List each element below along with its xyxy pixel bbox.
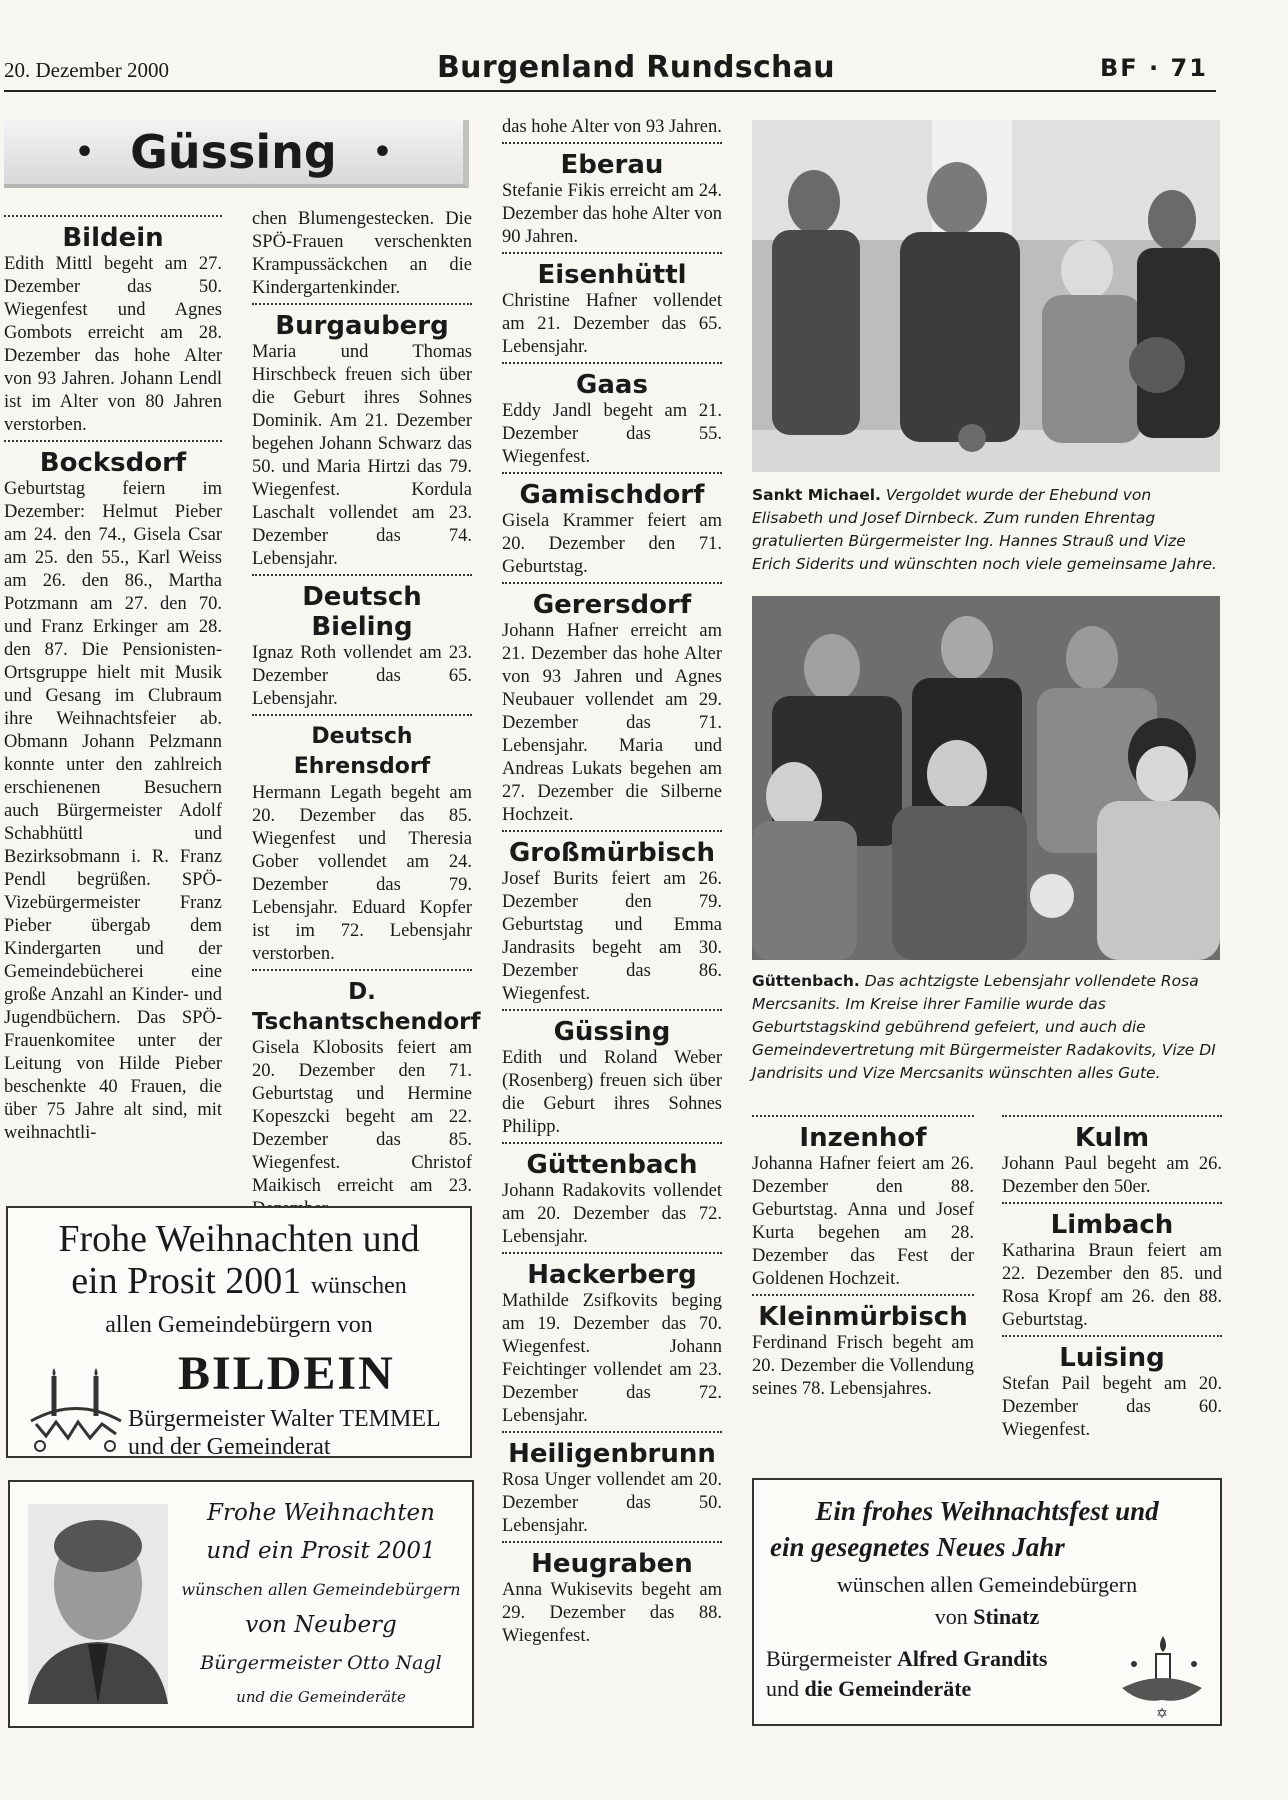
town-text: Gisela Klobosits feiert am 20. Dezember den 71. Geburtstag und Hermine Kopeszcki begeht am 22. Dezember das 85. Wiegenfest. Christof Maikisch erreicht am 23.	[252, 1038, 472, 1196]
photo-80th-birthday	[752, 596, 1220, 960]
town-text: das hohe Alter von 93 Jahren.	[502, 117, 722, 137]
ad-bildein	[6, 1206, 472, 1458]
town-text: Ignaz Roth vollendet am 23. Dezember das 65. Lebensjahr.	[252, 643, 472, 709]
town-text: Gisela Krammer feiert am 20. Dezember den 71. Geburtstag.	[502, 511, 722, 577]
town-heading: Inzenhof	[752, 1115, 974, 1153]
ad-neuberg-line2: und ein Prosit 2001	[206, 1538, 436, 1564]
column-2	[252, 208, 481, 1221]
ad-stinatz-council: die Gemeinderäte	[804, 1676, 972, 1701]
advent-candle-icon	[26, 1366, 126, 1456]
photo-80th-birthday-caption	[752, 970, 1222, 1085]
ad-stinatz-place: Stinatz	[973, 1604, 1040, 1629]
page-number: BF · 71	[1100, 54, 1208, 82]
town-heading: Limbach	[1002, 1202, 1222, 1240]
ad-bildein-line2-big: ein Prosit 2001	[71, 1260, 302, 1302]
town-heading: Güssing	[502, 1009, 722, 1047]
town-text: Edith und Roland Weber (Rosenberg) freuen sich über die Geburt ihres Sohnes Philipp.	[502, 1048, 722, 1137]
photo-80th-birthday-image	[752, 596, 1220, 960]
town-text: Stefan Pail begeht am 20. Dezember das 60. Wiegenfest.	[1002, 1374, 1222, 1440]
town-text: Katharina Braun feiert am 22. Dezember den 85. und Rosa Kropf am 26. den 88. Geburtstag.	[1002, 1241, 1222, 1330]
ad-neuberg-line4: von Neuberg	[245, 1612, 397, 1638]
column-3	[502, 116, 722, 1648]
ad-bildein-line1: Frohe Weihnachten und	[58, 1218, 420, 1260]
town-text: Rosa Unger vollendet am 20. Dezember das 50. Lebensjahr.	[502, 1470, 722, 1536]
ad-bildein-place: BILDEIN	[178, 1347, 395, 1400]
candle-wreath-icon	[1114, 1628, 1210, 1722]
town-text: Ferdinand Frisch begeht am 20. Dezember die Vollendung seines 78. Lebensjahres.	[752, 1333, 974, 1399]
ad-stinatz-line4	[754, 1604, 1220, 1630]
ad-stinatz-mayor: Alfred Grandits	[896, 1646, 1048, 1671]
town-heading: Deutsch Ehrensdorf	[252, 714, 472, 782]
town-heading: Eisenhüttl	[502, 252, 722, 290]
photo-golden-wedding	[752, 120, 1220, 472]
town-heading: Bocksdorf	[4, 440, 222, 478]
ad-stinatz	[752, 1478, 1222, 1726]
ad-stinatz-line2: ein gesegnetes Neues Jahr	[770, 1532, 1065, 1562]
town-heading: Gaas	[502, 362, 722, 400]
town-heading: Hackerberg	[502, 1252, 722, 1290]
town-text: Maria und Thomas Hirschbeck freuen sich über die Geburt ihres Sohnes Dominik. Am 21. Dezember begehen Johann Schwarz das 50. und Maria Hirtzi das 79. Wiegenfest. Kordula Laschalt vollendet am 23. Dezember das 74. Lebensjahr.	[252, 342, 472, 569]
ad-stinatz-line6-pre: und	[766, 1676, 799, 1701]
ad-neuberg-line5: Bürgermeister Otto Nagl	[200, 1652, 442, 1674]
ad-stinatz-line3: wünschen allen Gemeindebürgern	[836, 1572, 1138, 1597]
town-heading: Kleinmürbisch	[752, 1294, 974, 1332]
caption-text: Vergoldet wurde der Ehebund von Elisabeth und Josef Dirnbeck. Zum runden Ehrentag gratulierten Bürgermeister Ing. Hannes Strauß und Vize Erich Siderits und wünschten noch viele gemeinsame Jahre.	[752, 486, 1217, 573]
newspaper-title: Burgenland Rundschau	[437, 50, 835, 85]
town-text: Eddy Jandl begeht am 21. Dezember das 55. Wiegenfest.	[502, 401, 722, 467]
ad-bildein-line2	[8, 1260, 470, 1307]
ad-neuberg-line6: und die Gemeinderäte	[236, 1688, 406, 1706]
town-heading: Großmürbisch	[502, 830, 722, 868]
ad-neuberg-line3: wünschen allen Gemeindebürgern	[181, 1580, 461, 1599]
column-1	[4, 212, 222, 1145]
town-text: Mathilde Zsifkovits beging am 19. Dezember das 70. Wiegenfest. Johann Feichtinger vollendet am 23. Dezember das 72. Lebensjahr.	[502, 1291, 722, 1426]
ad-neuberg	[8, 1480, 474, 1728]
town-heading: Deutsch Bieling	[252, 574, 472, 642]
photo-golden-wedding-caption	[752, 484, 1222, 576]
town-heading: Güttenbach	[502, 1142, 722, 1180]
town-text: Josef Burits feiert am 26. Dezember den 79. Geburtstag und Emma Jandrasits begeht am 30. Dezember das 86. Wiegenfest.	[502, 869, 722, 1004]
town-text: Anna Wukisevits begeht am 29. Dezember das 88. Wiegenfest.	[502, 1580, 722, 1646]
town-text: Johann Paul begeht am 26. Dezember den 50er.	[1002, 1154, 1222, 1197]
town-heading: Burgauberg	[252, 303, 472, 341]
column-5	[1002, 1112, 1222, 1442]
header-rule	[4, 90, 1216, 92]
town-text: Johanna Hafner feiert am 26. Dezember den 88. Geburtstag. Anna und Josef Kurta begehen am 28. Dezember das Fest der Goldenen Hochzeit.	[752, 1154, 974, 1289]
issue-date: 20. Dezember 2000	[4, 58, 170, 82]
town-text: Geburtstag feiern im Dezember: Helmut Pieber am 24. den 74., Gisela Csar am 25. den 55., Karl Weiss am 26. den 86., Martha Potzmann am 27. den 70. und Franz Erkinger am 28. den 87. Die Pensionisten-Ortsgruppe hielt mit Musik und Gesang im Clubraum ihre Weihnachtsfeier ab. Obmann Johann Pelzmann konnte unter den zahlreich erschienenen Besuchern auch Bürgermeister Adolf Schabhüttl und Bezirksobmann i. R. Franz Pendl begrüßen. SPÖ-Vizebürgermeister Franz Pieber übergab dem Kindergarten und der Gemeindebücherei eine große Anzahl an Kinder- und Jugendbüchern. Das SPÖ-Frauenkomitee unter der Leitung von Hilde Pieber beschenkte 40 Frauen, die über 75 Jahre alt sind, mit weihnachtli-	[4, 479, 222, 1143]
mayor-portrait	[28, 1504, 168, 1704]
town-text: Stefanie Fikis erreicht am 24. Dezember das hohe Alter von 90 Jahren.	[502, 181, 722, 247]
ad-bildein-mayor: Bürgermeister Walter TEMMEL	[128, 1406, 441, 1432]
town-heading: Bildein	[4, 215, 222, 253]
caption-text: Das achtzigste Lebensjahr vollendete Rosa Mercsanits. Im Kreise ihrer Familie wurde das Geburtstagskind gebührend gefeiert, und auch die Gemeindevertretung mit Bürgermeister Radakovits, Vize DI Jandrisits und Vize Mercsanits wünschten alles Gute.	[752, 972, 1216, 1082]
town-heading: Kulm	[1002, 1115, 1222, 1153]
photo-golden-wedding-image	[752, 120, 1220, 472]
svg-text:✡: ✡	[1156, 1706, 1168, 1722]
ad-stinatz-line4-pre: von	[934, 1604, 968, 1629]
caption-place: Sankt Michael.	[752, 486, 881, 504]
column-4	[752, 1112, 974, 1401]
ad-stinatz-line1: Ein frohes Weihnachtsfest und	[815, 1496, 1159, 1526]
town-text: Edith Mittl begeht am 27. Dezember das 50. Wiegenfest und Agnes Gombots erreicht am 28. Dezember das hohe Alter von 93 Jahren. Johann Lendl ist im Alter von 80 Jahren verstorben.	[4, 254, 222, 435]
town-text: Johann Radakovits vollendet am 20. Dezember das 72. Lebensjahr.	[502, 1181, 722, 1247]
ad-neuberg-line1: Frohe Weihnachten	[207, 1500, 435, 1526]
town-heading: D. Tschantschendorf	[252, 969, 472, 1037]
town-heading: Gerersdorf	[502, 582, 722, 620]
town-text: chen Blumengestecken. Die SPÖ-Frauen verschenkten Krampussäckchen an die Kindergartenkinder.	[252, 209, 472, 298]
town-heading: Gamischdorf	[502, 472, 722, 510]
town-text: Johann Hafner erreicht am 21. Dezember das hohe Alter von 93 Jahren und Agnes Neubauer vollendet am 29. Dezember das 71. Lebensjahr. Maria und Andreas Lukats begehen am 27. Dezember die Silberne Hochzeit.	[502, 621, 722, 825]
ad-bildein-council: und der Gemeinderat	[128, 1434, 331, 1460]
town-text: Christine Hafner vollendet am 21. Dezember das 65. Lebensjahr.	[502, 291, 722, 357]
town-text: Hermann Legath begeht am 20. Dezember das 85. Wiegenfest und Theresia Gober vollendet am 24. Dezember das 79. Lebensjahr. Eduard Kopfer ist im 72. Lebensjahr verstorben.	[252, 783, 472, 964]
ad-bildein-line3: allen Gemeindebürgern von	[105, 1312, 373, 1338]
ad-bildein-line2-small: wünschen	[310, 1273, 407, 1299]
town-heading: Eberau	[502, 142, 722, 180]
town-heading: Heiligenbrunn	[502, 1431, 722, 1469]
ad-stinatz-line5-pre: Bürgermeister	[766, 1646, 892, 1671]
town-heading: Luising	[1002, 1335, 1222, 1373]
section-banner	[4, 120, 469, 188]
town-heading: Heugraben	[502, 1541, 722, 1579]
banner-dot-right: •	[372, 134, 393, 170]
caption-place: Güttenbach.	[752, 972, 860, 990]
banner-dot-left: •	[74, 134, 95, 170]
section-title: Güssing	[130, 125, 337, 179]
